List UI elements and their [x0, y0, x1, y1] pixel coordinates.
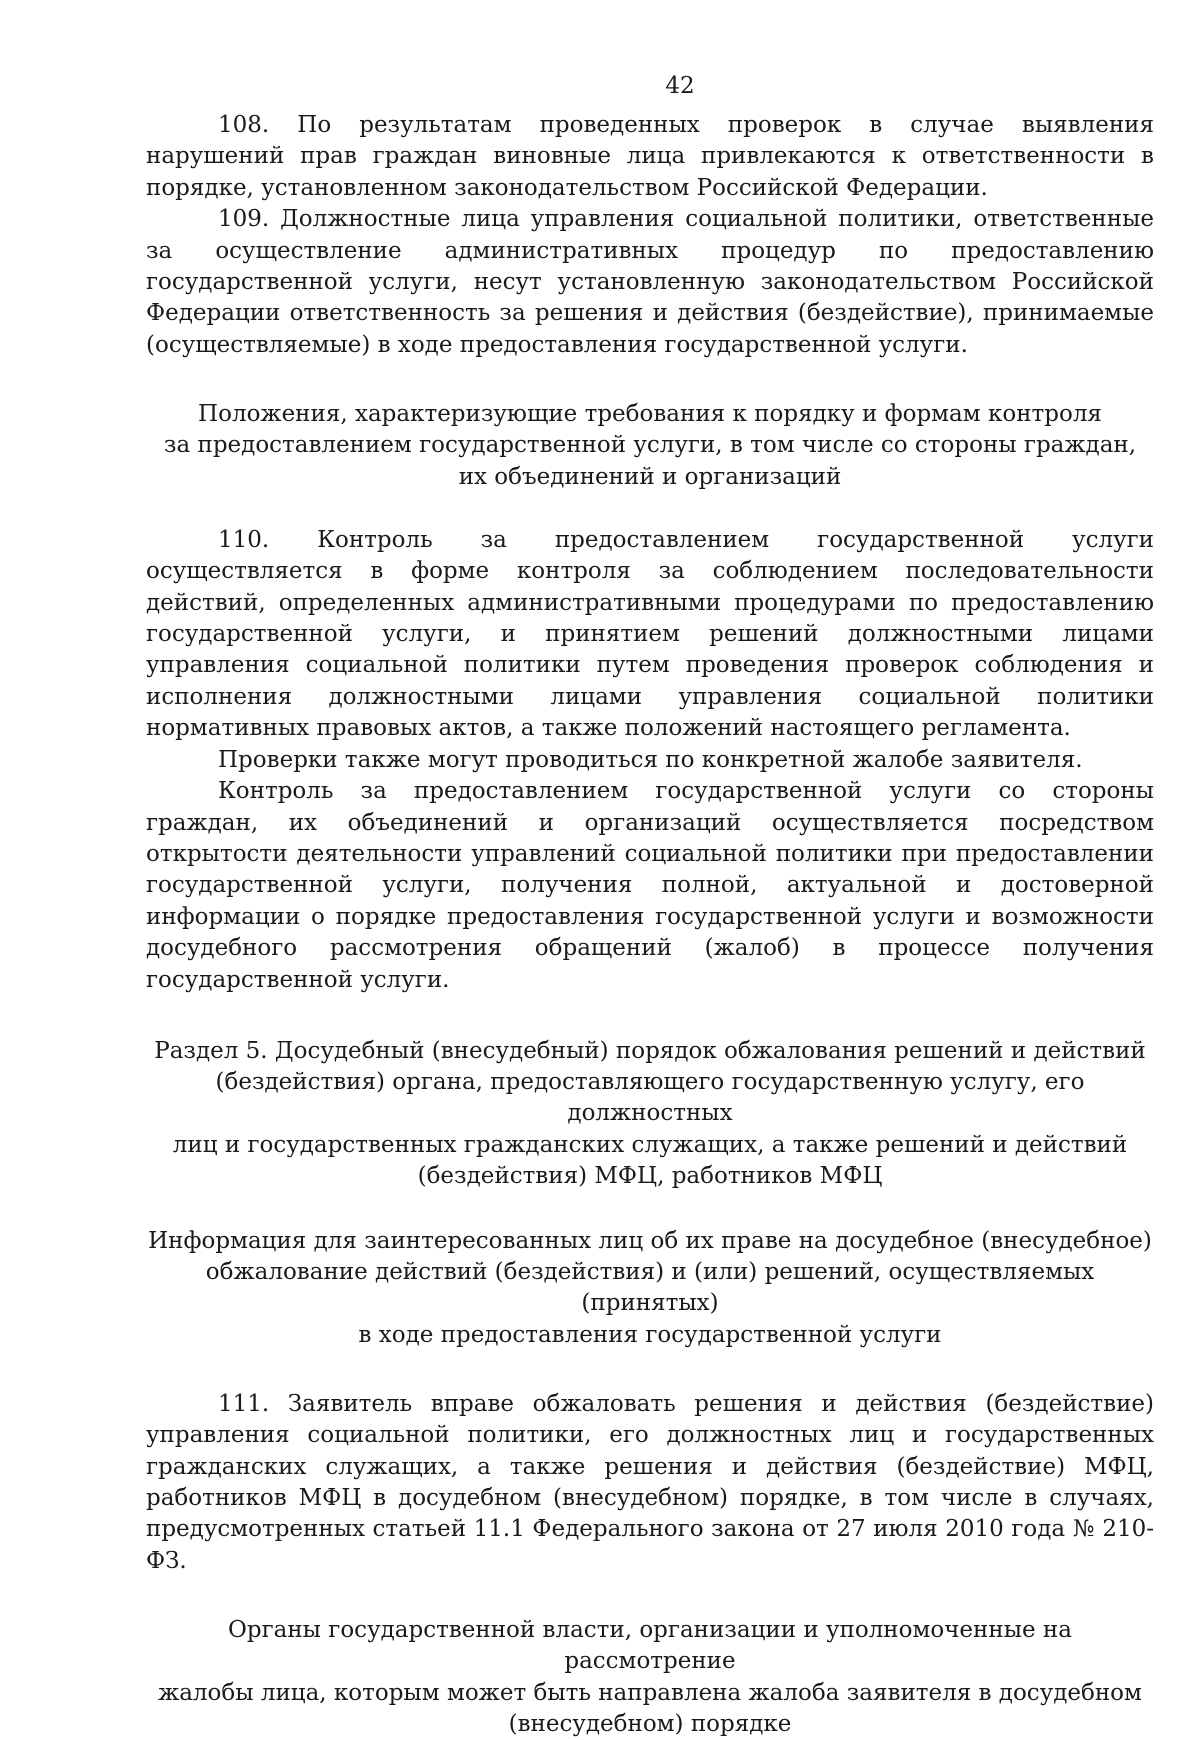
heading-appeal-authorities — [146, 1615, 1154, 1740]
heading-line: (внесудебном) порядке — [508, 1710, 792, 1737]
document-page — [146, 66, 1154, 1740]
page-number: 42 — [665, 73, 695, 99]
heading-line: Информация для заинтересованных лиц об их праве на досудебное (внесудебное) — [148, 1227, 1152, 1254]
heading-line: в ходе предоставления государственной услуги — [358, 1321, 942, 1348]
paragraph-inspections: Проверки также могут проводиться по конкретной жалобе заявителя. — [218, 746, 1083, 773]
heading-line: Органы государственной власти, организации и уполномоченные на рассмотрение — [228, 1617, 1072, 1675]
heading-line: Положения, характеризующие требования к порядку и формам контроля — [198, 401, 1102, 428]
heading-line: Раздел 5. Досудебный (внесудебный) порядок обжалования решений и действий — [154, 1037, 1146, 1064]
heading-line: за предоставлением государственной услуги, в том числе со стороны граждан, — [163, 432, 1137, 459]
heading-appeal-information — [146, 1226, 1154, 1351]
heading-section-5 — [146, 1036, 1154, 1192]
heading-control-provisions — [146, 399, 1154, 493]
heading-line: жалобы лица, которым может быть направлена жалоба заявителя в досудебном — [158, 1679, 1142, 1706]
heading-line: (бездействия) органа, предоставляющего государственную услугу, его должностных — [215, 1069, 1085, 1127]
paragraph-citizen-control: Контроль за предоставлением государственной услуги со стороны граждан, их объединений и организаций осуществляется посредством открытости деятельности управлений социальной политики при предоставлении государственной услуги, получения полной, актуальной и достоверной информации о порядке предоставления государственной услуги и возможности досудебного рассмотрения обращений (жалоб) в процессе получения государственной услуги. — [146, 778, 1154, 993]
paragraph-111: 111. Заявитель вправе обжаловать решения и действия (бездействие) управления социальной политики, его должностных лиц и государственных гражданских служащих, а также решения и действия (бездействие) МФЦ, работников МФЦ в досудебном (внесудебном) порядке, в том числе в случаях, предусмотренных статьей 11.1 Федерального закона от 27 июля 2010 года № 210-ФЗ. — [146, 1390, 1154, 1574]
heading-line: их объединений и организаций — [458, 463, 842, 490]
heading-line: обжалование действий (бездействия) и (или) решений, осуществляемых (принятых) — [205, 1259, 1095, 1317]
paragraph-110: 110. Контроль за предоставлением государственной услуги осуществляется в форме контроля за соблюдением последовательности действий, определенных административными процедурами по предоставлению государственной услуги, и принятием решений должностными лицами управления социальной политики путем проведения проверок соблюдения и исполнения должностными лицами управления социальной политики нормативных правовых актов, а также положений настоящего регламента. — [146, 526, 1154, 742]
heading-line: лиц и государственных гражданских служащих, а также решений и действий — [172, 1131, 1128, 1158]
heading-line: (бездействия) МФЦ, работников МФЦ — [417, 1162, 883, 1189]
paragraph-108: 108. По результатам проведенных проверок в случае выявления нарушений прав граждан виновные лица привлекаются к ответственности в порядке, установленном законодательством Российской Федерации. — [146, 112, 1154, 201]
paragraph-109: 109. Должностные лица управления социальной политики, ответственные за осуществление административных процедур по предоставлению государственной услуги, несут установленную законодательством Российской Федерации ответственность за решения и действия (бездействие), принимаемые (осуществляемые) в ходе предоставления государственной услуги. — [146, 206, 1154, 358]
